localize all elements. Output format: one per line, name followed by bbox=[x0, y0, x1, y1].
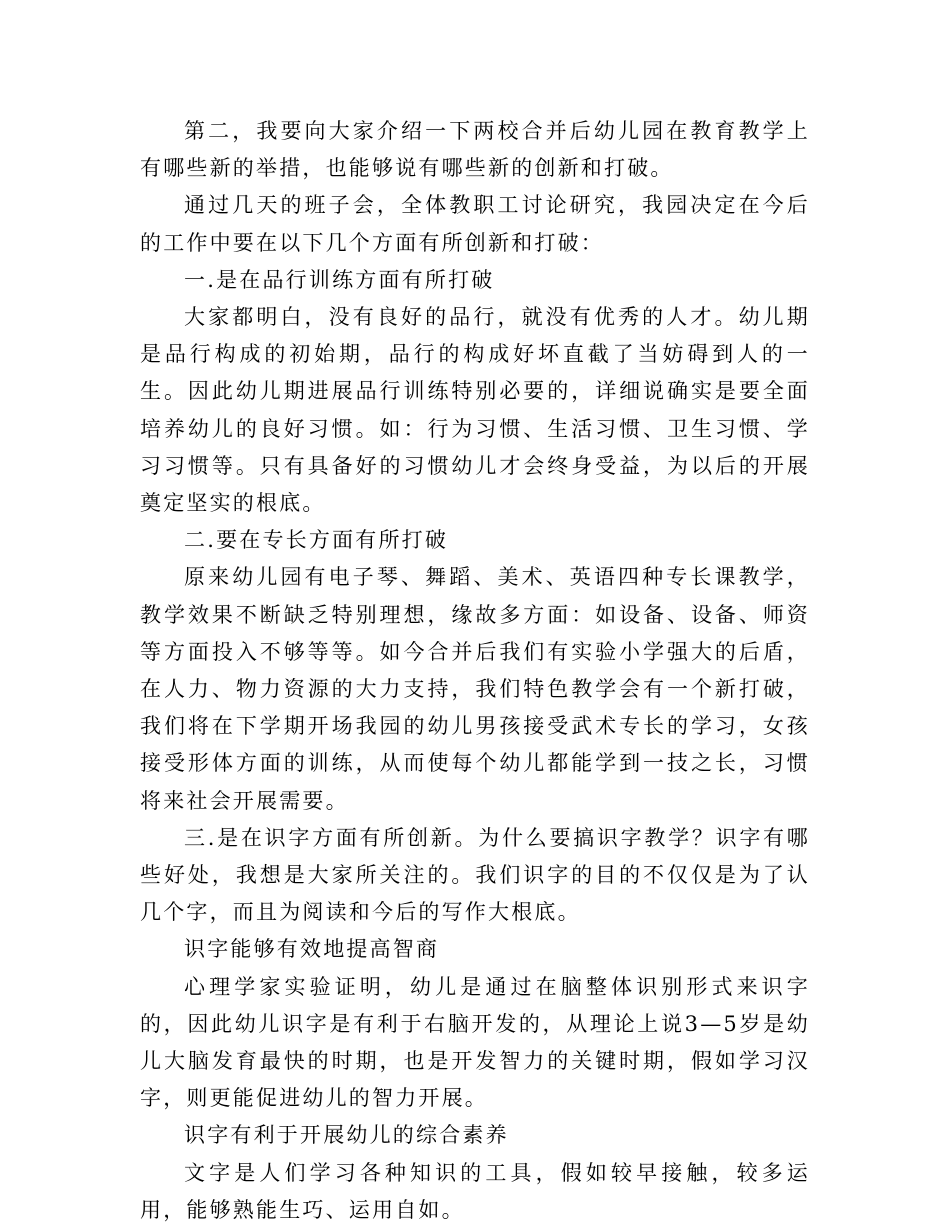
heading-specialty: 二.要在专长方面有所打破 bbox=[184, 528, 449, 553]
heading-literacy-iq: 识字能够有效地提高智商 bbox=[184, 937, 440, 962]
paragraph-decision: 通过几天的班子会，全体教职工讨论研究，我园决定在今后的工作中要在以下几个方面有所创新和打破： bbox=[140, 193, 810, 255]
paragraph-literacy-iq: 心理学家实验证明，幼儿是通过在脑整体识别形式来识字的，因此幼儿识字是有利于右脑开发的，从理论上说3—5岁是幼儿大脑发育最快的时期，也是开发智力的关键时期，假如学习汉字，则更能促进幼儿的智力开展。 bbox=[140, 974, 810, 1111]
paragraph-literacy-quality: 文字是人们学习各种知识的工具，假如较早接触，较多运用，能够熟能生巧、运用自如。 bbox=[140, 1160, 810, 1222]
paragraph-conduct-training: 大家都明白，没有良好的品行，就没有优秀的人才。幼儿期是品行构成的初始期，品行的构成好坏直截了当妨碍到人的一生。因此幼儿期进展品行训练特别必要的，详细说确实是要全面培养幼儿的良好习惯。如：行为习惯、生活习惯、卫生习惯、学习习惯等。只有具备好的习惯幼儿才会终身受益，为以后的开展奠定坚实的根底。 bbox=[140, 305, 810, 516]
document-body bbox=[140, 113, 810, 1229]
paragraph-intro: 第二，我要向大家介绍一下两校合并后幼儿园在教育教学上有哪些新的举措，也能够说有哪些新的创新和打破。 bbox=[140, 119, 810, 181]
heading-literacy-quality: 识字有利于开展幼儿的综合素养 bbox=[184, 1123, 509, 1148]
heading-conduct-training: 一.是在品行训练方面有所打破 bbox=[184, 267, 495, 292]
paragraph-literacy-innovation: 三.是在识字方面有所创新。为什么要搞识字教学？识字有哪些好处，我想是大家所关注的。我们识字的目的不仅仅是为了认几个字，而且为阅读和今后的写作大根底。 bbox=[140, 825, 810, 925]
paragraph-specialty: 原来幼儿园有电子琴、舞蹈、美术、英语四种专长课教学，教学效果不断缺乏特别理想，缘故多方面：如设备、设备、师资等方面投入不够等等。如今合并后我们有实验小学强大的后盾，在人力、物力资源的大力支持，我们特色教学会有一个新打破，我们将在下学期开场我园的幼儿男孩接受武术专长的学习，女孩接受形体方面的训练，从而使每个幼儿都能学到一技之长，习惯将来社会开展需要。 bbox=[140, 565, 810, 813]
